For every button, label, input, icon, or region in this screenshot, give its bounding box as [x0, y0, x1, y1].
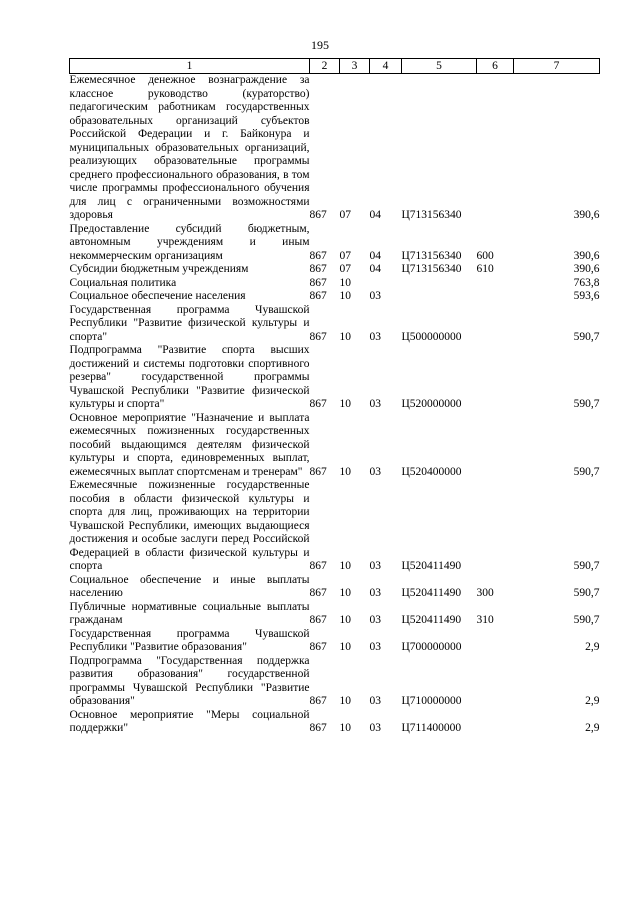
row-expense-type — [477, 628, 514, 655]
row-amount: 590,7 — [573, 465, 600, 478]
header-col-5: 5 — [402, 59, 477, 74]
row-subsection-code: 03 — [369, 722, 381, 734]
row-expense-type: 610 — [476, 263, 494, 275]
row-name: Государственная программа Чувашской Республики "Развитие физической культуры и спорта" — [69, 303, 310, 343]
row-ministry-code: 867 — [309, 560, 327, 572]
table-row — [70, 412, 600, 480]
row-ministry-code: 867 — [309, 695, 327, 707]
row-subsection-code: 03 — [369, 330, 381, 343]
row-name: Основное мероприятие "Меры социальной поддержки" — [69, 708, 310, 734]
row-section-code: 10 — [339, 330, 351, 343]
row-target-article: Ц711400000 — [401, 722, 462, 734]
row-expense-type — [477, 290, 514, 304]
table-row — [70, 601, 600, 628]
row-subsection-code: 04 — [369, 249, 381, 262]
row-expense-type: 600 — [476, 249, 494, 262]
table-row — [70, 344, 600, 412]
row-name: Социальное обеспечение населения — [69, 290, 246, 302]
row-ministry-code: 867 — [309, 465, 327, 478]
header-col-4: 4 — [370, 59, 402, 74]
table-row — [70, 655, 600, 709]
row-ministry-code: 867 — [309, 276, 327, 289]
row-subsection-code: 03 — [369, 465, 381, 478]
row-amount: 763,8 — [573, 276, 600, 289]
row-subsection-code: 04 — [369, 263, 381, 275]
row-expense-type — [477, 304, 514, 345]
row-ministry-code: 867 — [309, 587, 327, 599]
row-name: Ежемесячные пожизненные государственные пособия в области физической культуры и спорта для лиц, проживающих на территории Чувашской Республики, имеющих выдающиеся достижения и особые заслуги перед Российской Федерацией в области физической культуры и спорта — [69, 479, 310, 572]
page-number: 195 — [311, 38, 329, 52]
row-ministry-code: 867 — [309, 209, 327, 221]
table-row — [70, 277, 600, 291]
row-amount: 590,7 — [573, 587, 600, 599]
row-amount: 593,6 — [573, 290, 600, 302]
row-ministry-code: 867 — [309, 398, 327, 410]
row-expense-type — [477, 709, 514, 736]
row-section-code: 07 — [339, 249, 351, 262]
row-name: Предоставление субсидий бюджетным, автономным учреждениям и иным некоммерческим организациям — [69, 222, 310, 262]
row-target-article: Ц500000000 — [401, 330, 462, 343]
row-name: Субсидии бюджетным учреждениям — [69, 263, 249, 275]
row-amount: 590,7 — [573, 614, 600, 626]
row-section-code: 10 — [339, 276, 351, 289]
row-target-article: Ц520000000 — [401, 398, 462, 410]
row-subsection-code — [370, 277, 402, 291]
row-section-code: 10 — [339, 614, 351, 626]
header-col-6: 6 — [477, 59, 514, 74]
row-subsection-code: 03 — [369, 695, 381, 707]
row-expense-type — [477, 277, 514, 291]
row-section-code: 10 — [339, 722, 351, 734]
row-expense-type — [477, 344, 514, 412]
row-target-article: Ц700000000 — [401, 641, 462, 653]
row-section-code: 10 — [339, 398, 351, 410]
row-expense-type — [477, 412, 514, 480]
row-section-code: 10 — [339, 290, 351, 302]
header-col-2: 2 — [310, 59, 340, 74]
table-row — [70, 709, 600, 736]
row-subsection-code: 04 — [369, 209, 381, 221]
row-amount: 2,9 — [585, 695, 600, 707]
row-amount: 2,9 — [585, 641, 600, 653]
row-section-code: 10 — [339, 641, 351, 653]
row-subsection-code: 03 — [369, 398, 381, 410]
row-section-code: 10 — [339, 587, 351, 599]
row-name: Основное мероприятие "Назначение и выплата ежемесячных пожизненных государственных пособий выдающимся деятелям физической культуры и спорта, единовременных выплат, ежемесячных выплат спортсменам и тренерам" — [69, 411, 310, 478]
row-amount: 2,9 — [585, 722, 600, 734]
row-ministry-code: 867 — [309, 263, 327, 275]
row-expense-type: 310 — [476, 614, 494, 626]
row-amount: 590,7 — [573, 330, 600, 343]
row-ministry-code: 867 — [309, 290, 327, 302]
row-ministry-code: 867 — [309, 641, 327, 653]
header-col-3: 3 — [340, 59, 370, 74]
row-subsection-code: 03 — [369, 587, 381, 599]
row-expense-type — [477, 655, 514, 709]
row-amount: 590,7 — [573, 398, 600, 410]
table-row — [70, 74, 600, 223]
row-name: Государственная программа Чувашской Республики "Развитие образования" — [69, 627, 310, 653]
row-ministry-code: 867 — [309, 614, 327, 626]
row-target-article — [402, 277, 477, 291]
row-ministry-code: 867 — [309, 249, 327, 262]
header-row — [70, 59, 600, 74]
row-target-article: Ц520400000 — [401, 465, 462, 478]
row-name: Ежемесячное денежное вознаграждение за классное руководство (кураторство) педагогическим работникам государственных образовательных организаций субъектов Российской Федерации и г. Байконура и муниципальных образовательных организаций, реализующих образовательные программы среднего профессионального образования, в том числе программы профессионального обучения для лиц с ограниченными возможностями здоровья — [69, 74, 310, 221]
row-name: Социальная политика — [69, 276, 177, 289]
row-section-code: 10 — [339, 695, 351, 707]
row-amount: 390,6 — [573, 249, 600, 262]
row-subsection-code: 03 — [369, 614, 381, 626]
row-section-code: 10 — [339, 560, 351, 572]
row-ministry-code: 867 — [309, 330, 327, 343]
row-name: Публичные нормативные социальные выплаты гражданам — [69, 600, 310, 626]
row-target-article: Ц713156340 — [401, 263, 462, 275]
row-target-article: Ц520411490 — [401, 587, 462, 599]
header-col-7: 7 — [514, 59, 600, 74]
table-row — [70, 223, 600, 264]
row-target-article: Ц713156340 — [401, 249, 462, 262]
table-row — [70, 628, 600, 655]
row-expense-type — [477, 479, 514, 574]
budget-table — [69, 58, 600, 736]
table-row — [70, 304, 600, 345]
table-row — [70, 574, 600, 601]
row-expense-type: 300 — [476, 587, 494, 599]
row-section-code: 10 — [339, 465, 351, 478]
row-subsection-code: 03 — [369, 560, 381, 572]
row-amount: 590,7 — [573, 560, 600, 572]
table-row — [70, 290, 600, 304]
row-target-article: Ц710000000 — [401, 695, 462, 707]
row-subsection-code: 03 — [369, 641, 381, 653]
row-section-code: 07 — [339, 209, 351, 221]
row-amount: 390,6 — [573, 263, 600, 275]
row-target-article: Ц520411490 — [401, 614, 462, 626]
row-name: Подпрограмма "Государственная поддержка развития образования" государственной программы Чувашской Республики "Развитие образования" — [69, 654, 310, 707]
row-expense-type — [477, 74, 514, 223]
table-row — [70, 263, 600, 277]
row-section-code: 07 — [339, 263, 351, 275]
row-target-article: Ц520411490 — [401, 560, 462, 572]
row-amount: 390,6 — [573, 209, 600, 221]
row-subsection-code: 03 — [369, 290, 381, 302]
header-col-1: 1 — [70, 59, 310, 74]
row-name: Подпрограмма "Развитие спорта высших достижений и системы подготовки спортивного резерва" государственной программы Чувашской Республики "Развитие физической культуры и спорта" — [69, 344, 310, 410]
row-target-article — [402, 290, 477, 304]
row-target-article: Ц713156340 — [401, 209, 462, 221]
row-name: Социальное обеспечение и иные выплаты населению — [69, 573, 310, 599]
row-ministry-code: 867 — [309, 722, 327, 734]
table-row — [70, 479, 600, 574]
